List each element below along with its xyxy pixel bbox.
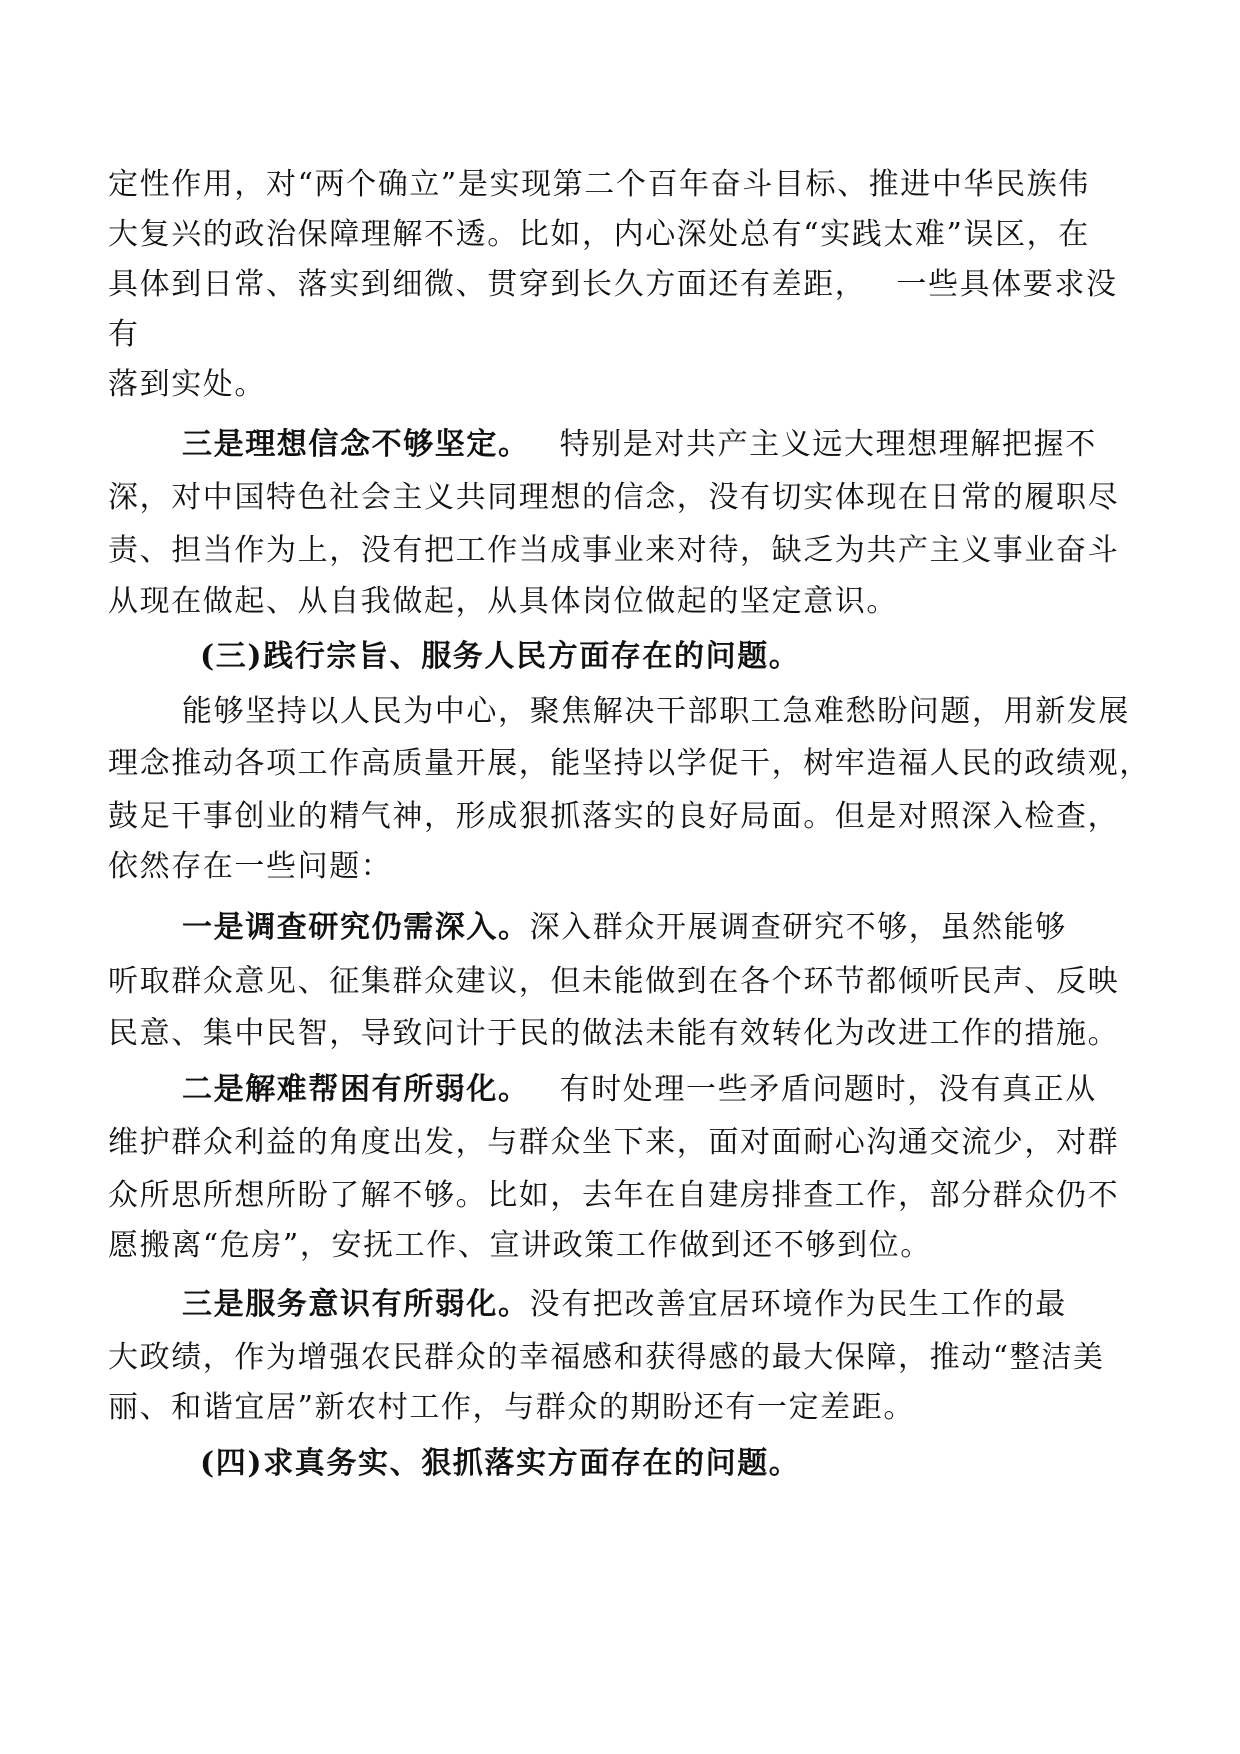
section-heading: (三)践行宗旨、服务人民方面存在的问题。 — [200, 639, 801, 674]
paragraph-line: 大复兴的政治保障理解不透。比如，内心深处总有“实践太难”误区，在 — [108, 217, 1090, 252]
paragraph-line: 愿搬离“危房”，安抚工作、宣讲政策工作做到还不够到位。 — [108, 1228, 932, 1263]
paragraph-line: 二是解难帮困有所弱化。 有时处理一些矛盾问题时，没有真正从 — [182, 1072, 1097, 1107]
paragraph-line: 能够坚持以人民为中心，聚焦解决干部职工急难愁盼问题，用新发展 — [182, 694, 1130, 729]
paragraph-line: 定性作用，对“两个确立”是实现第二个百年奋斗目标、推进中华民族伟 — [108, 167, 1090, 202]
paragraph-line: 依然存在一些问题： — [108, 849, 393, 884]
point-heading: 一是调查研究仍需深入。 — [182, 910, 530, 945]
paragraph-line: 从现在做起、从自我做起，从具体岗位做起的坚定意识。 — [108, 584, 898, 619]
paragraph-line: 鼓足干事创业的精气神，形成狠抓落实的良好局面。但是对照深入检查， — [108, 799, 1120, 834]
paragraph-line: 三是服务意识有所弱化。没有把改善宜居环境作为民生工作的最 — [182, 1287, 1067, 1322]
paragraph-line: 丽、和谐宜居”新农村工作，与群众的期盼还有一定差距。 — [108, 1390, 915, 1425]
paragraph-line: 具体到日常、落实到细微、贯穿到长久方面还有差距， 一些具体要求没 — [108, 267, 1118, 302]
paragraph-line: 一是调查研究仍需深入。深入群众开展调查研究不够，虽然能够 — [182, 910, 1067, 945]
paragraph-line: 众所思所想所盼了解不够。比如，去年在自建房排查工作，部分群众仍不 — [108, 1178, 1120, 1213]
paragraph-line: 维护群众利益的角度出发，与群众坐下来，面对面耐心沟通交流少，对群 — [108, 1125, 1120, 1160]
point-heading: 三是服务意识有所弱化。 — [182, 1287, 530, 1322]
paragraph-line: 民意、集中民智，导致问计于民的做法未能有效转化为改进工作的措施。 — [108, 1016, 1120, 1051]
paragraph-line: 深，对中国特色社会主义共同理想的信念，没有切实体现在日常的履职尽 — [108, 480, 1120, 515]
paragraph-line: 大政绩，作为增强农民群众的幸福感和获得感的最大保障，推动“整洁美 — [108, 1340, 1105, 1375]
point-heading: 二是解难帮困有所弱化。 — [182, 1072, 530, 1107]
paragraph-line: 责、担当作为上，没有把工作当成事业来对待，缺乏为共产主义事业奋斗 — [108, 533, 1120, 568]
paragraph-line: 听取群众意见、征集群众建议，但未能做到在各个环节都倾听民声、反映 — [108, 964, 1120, 999]
paragraph-line: 三是理想信念不够坚定。 特别是对共产主义远大理想理解把握不 — [182, 427, 1097, 462]
section-heading: (四)求真务实、狠抓落实方面存在的问题。 — [200, 1446, 801, 1481]
paragraph-line: 落到实处。 — [108, 367, 266, 402]
paragraph-line: 有 — [108, 317, 140, 352]
point-heading: 三是理想信念不够坚定。 — [182, 427, 530, 462]
paragraph-line: 理念推动各项工作高质量开展，能坚持以学促干，树牢造福人民的政绩观， — [108, 746, 1151, 781]
